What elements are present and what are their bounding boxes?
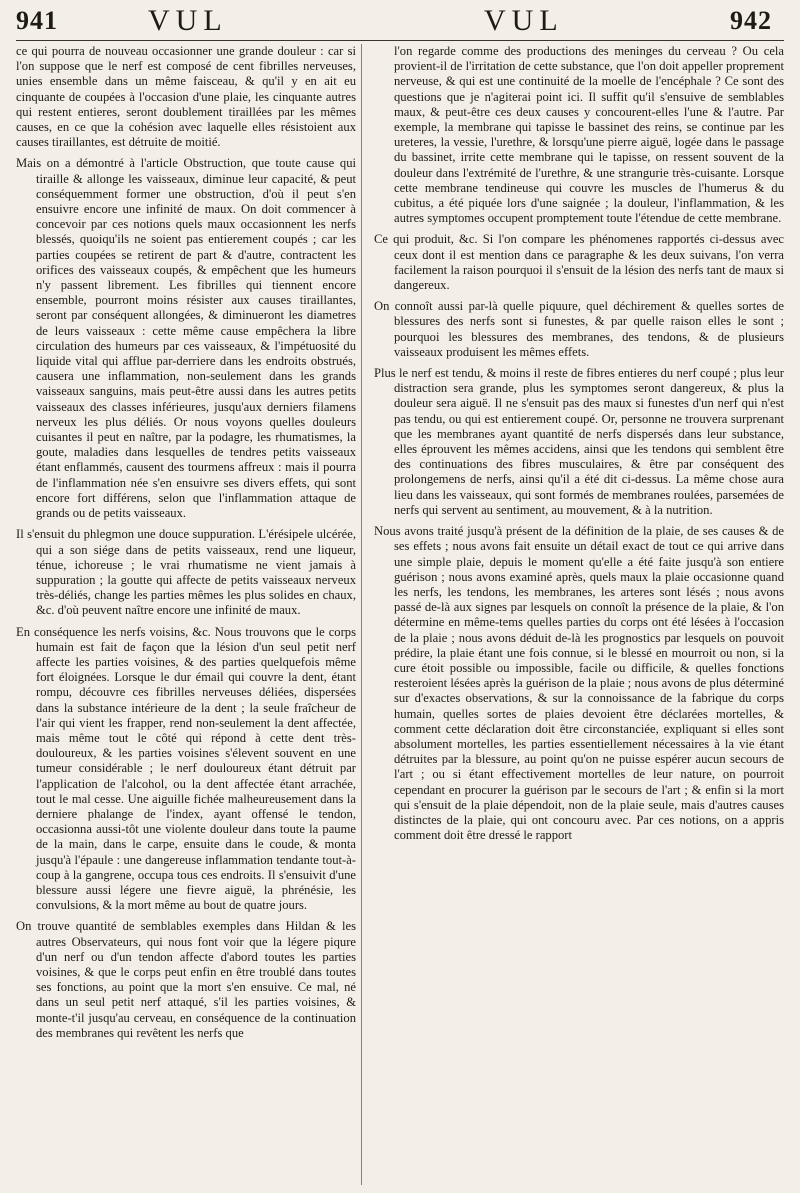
left-column xyxy=(16,44,356,1047)
left-paragraph-1: ce qui pourra de nouveau occasionner une grande douleur : car si l'on suppose que le nerf est composé de cent fibrilles nerveuses, unies ensemble dans un même faisceau, & qu'il y en ait eu cinquante de coupées à l'occasion d'une plaie, les cinquante autres qui restent entieres, seront doublement tiraillées par les mêmes causes, en ce que la cohésion avec laquelle elles résistoient aux causes tiraillantes, est détruite de moitié. xyxy=(16,44,356,150)
right-paragraph-2: Ce qui produit, &c. Si l'on compare les phénomenes rapportés ci-dessus avec ceux dont il est mention dans ce paragraphe & les deux suivans, l'on verra facilement la raison pourquoi il s'ensuit de la lésion des nerfs tant de maux si dangereux. xyxy=(374,232,784,293)
left-paragraph-4: En conséquence les nerfs voisins, &c. Nous trouvons que le corps humain est fait de façon que la lésion d'un seul petit nerf affecte les parties voisines, & des parties quelquefois même fort éloignées. Lorsque le dur émail qui couvre la dent, étant rompu, découvre ces fibrilles nerveuses déliées, dispersées dans la substance intérieure de la dent ; la seule fraîcheur de l'air qui vient les frapper, rend non-seulement la dent affectée, mais même tout le côté qui répond à cette dent très-douloureux, & les parties voisines s'élevent souvent en une tumeur considérable ; le nerf douloureux étant détruit par l'application de l'alcohol, ou la dent affectée étant arrachée, tout le mal cesse. Une aiguille fichée malheureusement dans la derniere phalange de l'index, ayant offensé le tendon, occasionna aussi-tôt une violente douleur dans toute la paume de la main, dans le carpe, ensuite dans le coude, & monta jusqu'à l'épaule : une dangereuse inflammation tendante tout-à-coup à la gangrene, occupa tous ces endroits. Il s'ensuivit d'une blessure aussi légere une fievre aiguë, la phrénésie, les convulsions, & la mort même au bout de quatre jours. xyxy=(16,624,356,913)
right-paragraph-5: Nous avons traité jusqu'à présent de la définition de la plaie, de ses causes & de ses effets ; nous avons fait ensuite un détail exact de tout ce qui arrive dans une simple plaie, depuis le moment qu'elle a été faite jusqu'à son entiere guérison ; nous avons examiné après, quels maux la plaie occasionne quand les nerfs, les tendons, les membranes, les arteres sont lésés ; nous avons passé de-là aux signes par lesquels on connoît la présence de la plaie, & l'on détermine en même-tems quelles parties du corps ont été lésées à l'occasion de la plaie ; nous avons déduit de-là les prognostics par lesquels on pouvoit prédire, la plaie étant une fois connue, si le blessé en mourroit ou non, si la cure étoit possible ou impossible, facile ou difficile, & quelles fonctions resteroient lésées après la guérison de la plaie ; nous avons de plus déterminé sur d'exactes observations, & sur la connoissance de la fabrique du corps humain, quelles sortes de plaies devoient être déclarées mortelles, & comment cette déclaration doit être circonstanciée, expliquant si elles sont absolument mortelles, les parties essentiellement nécessaires à la vie étant détruites par la blessure, au point qu'on ne puisse espérer aucun secours de l'art ; ou si étant effectivement mortelles de leur nature, on pourroit cependant en procurer la guérison par le secours de l'art ; & enfin si la mort qui s'ensuit de la plaie dépendoit, non de la plaie seule, mais d'autres causes distinctes de la plaie, qui ont concouru avec. Par ces notions, on a appris comment doit être dressé le rapport xyxy=(374,524,784,843)
right-running-title: VUL xyxy=(484,4,564,37)
left-paragraph-3: Il s'ensuit du phlegmon une douce suppuration. L'érésipele ulcérée, qui a son siége dans de petits vaisseaux, rend une liqueur, ténue, ichoreuse ; le vrai rhumatisme ne vient jamais à suppuration ; la goutte qui affecte de petits vaisseaux nerveux très-déliés, change les parties mêmes les plus solides en chaux, &c. d'où peuvent naître encore une infinité de maux. xyxy=(16,527,356,618)
left-page-number: 941 xyxy=(16,6,58,35)
left-paragraph-2: Mais on a démontré à l'article Obstruction, que toute cause qui tiraille & allonge les vaisseaux, diminue leur capacité, & peut conséquemment former une obstruction, d'où il peut s'en ensuivre encore une infinité de maux. On doit commencer à concevoir par ces notions quels maux occasionnent les nerfs blessés, quoiqu'ils ne soient pas entierement coupés ; car les parties coupées se retirent de part & d'autre, contractent les orifices des vaisseaux coupés, & empêchent que les humeurs n'y passent librement. Les fibrilles qui tiennent encore ensemble, pourront moins résister aux causes tiraillantes, seront par conséquent allongées, & diminueront les diametres de leurs vaisseaux : cette même cause empêchera la libre circulation des humeurs par ces vaisseaux, & l'impétuosité du liquide vital qui afflue par-derriere dans les endroits obstrués, causera une inflammation, non-seulement dans les grands vaisseaux sanguins, mais peut-être aussi dans les autres petits vaisseaux des classes inférieures, jusqu'aux derniers filamens nerveux les plus déliés. Or nous voyons quelles douleurs cuisantes il peut en naître, par la podagre, les rhumatismes, la goute, maladies dans lesquelles de tendres petits vaisseaux étant enflammés, causent des tourmens affreux : mais il pourra de l'inflammation née s'en ensuivre ses divers effets, qui sont encore fort différens, selon que l'inflammation attaque de grands ou de petits vaisseaux. xyxy=(16,156,356,521)
header-rule xyxy=(16,40,784,41)
right-page-number: 942 xyxy=(730,6,772,35)
right-column xyxy=(374,44,784,849)
left-paragraph-5: On trouve quantité de semblables exemples dans Hildan & les autres Observateurs, qui nous font voir que la légere piqure d'un nerf ou d'un tendon affecte d'abord toutes les parties voisines, & que le corps peut enfin en être troublé dans toutes ses fonctions, au point que la mort s'en ensuive. Ce mal, né dans un seul petit nerf attaqué, s'il les parties voisines, & monte-t'il jusqu'au cerveau, en conséquence de la continuation des membranes qui revêtent les nerfs que xyxy=(16,919,356,1040)
left-running-title: VUL xyxy=(148,4,228,37)
column-separator xyxy=(361,44,362,1185)
right-paragraph-3: On connoît aussi par-là quelle piquure, quel déchirement & quelles sortes de blessures des nerfs sont si funestes, & par quelle raison elles le sont ; pourquoi les blessures des membranes, des tendons, & de plusieurs vaisseaux produisent les mêmes effets. xyxy=(374,299,784,359)
right-paragraph-4: Plus le nerf est tendu, & moins il reste de fibres entieres du nerf coupé ; plus leur distraction sera grande, plus les symptomes seront dangereux, & plus la douleur sera aiguë. Il ne s'ensuit pas des maux si funestes d'un nerf qui n'est pas tendu, ou qui est entierement coupé. Or, personne ne trouvera surprenant que les membranes ayant quantité de nerfs dispersés dans leur substance, elles éprouvent les mêmes accidens, ainsi que les tendons qui semblent être des continuations des fibres musculaires, & être par conséquent des prolongemens de nerfs, ainsi qu'il a été dit ci-dessus. La même chose aura lieu dans les vaisseaux, qui sont formés de membranes roulées, parsemées de nerfs qui servent au sentiment, au mouvement, & à la nutrition. xyxy=(374,366,784,517)
right-paragraph-1: l'on regarde comme des productions des meninges du cerveau ? Ou cela provient-il de l'irritation de cette substance, que l'on doit appeller proprement nerveuse, & qui est une continuité de la moelle de l'encéphale ? Ce sont des questions que je n'agiterai point ici. Il suffit qu'il s'ensuive de semblables maux, & peut-être ces deux causes y concourent-elles l'une & l'autre. Par exemple, la membrane qui tapisse le bassinet des reins, se continue par les ureteres, la vessie, l'urethre, & lorsqu'une pierre aiguë, logée dans le passage du bassinet, irrite cette membrane qui le tapisse, on ressent souvent de la douleur dans l'extrémité de l'urethre, & une strangurie très-cuisante. Lorsque cette membrane tendineuse qui couvre les muscles de l'humerus & du cubitus, a été piquée lors d'une saignée ; la douleur, l'inflammation, & les autres symptomes occupent promptement toute l'étendue de cette membrane. xyxy=(394,44,784,226)
